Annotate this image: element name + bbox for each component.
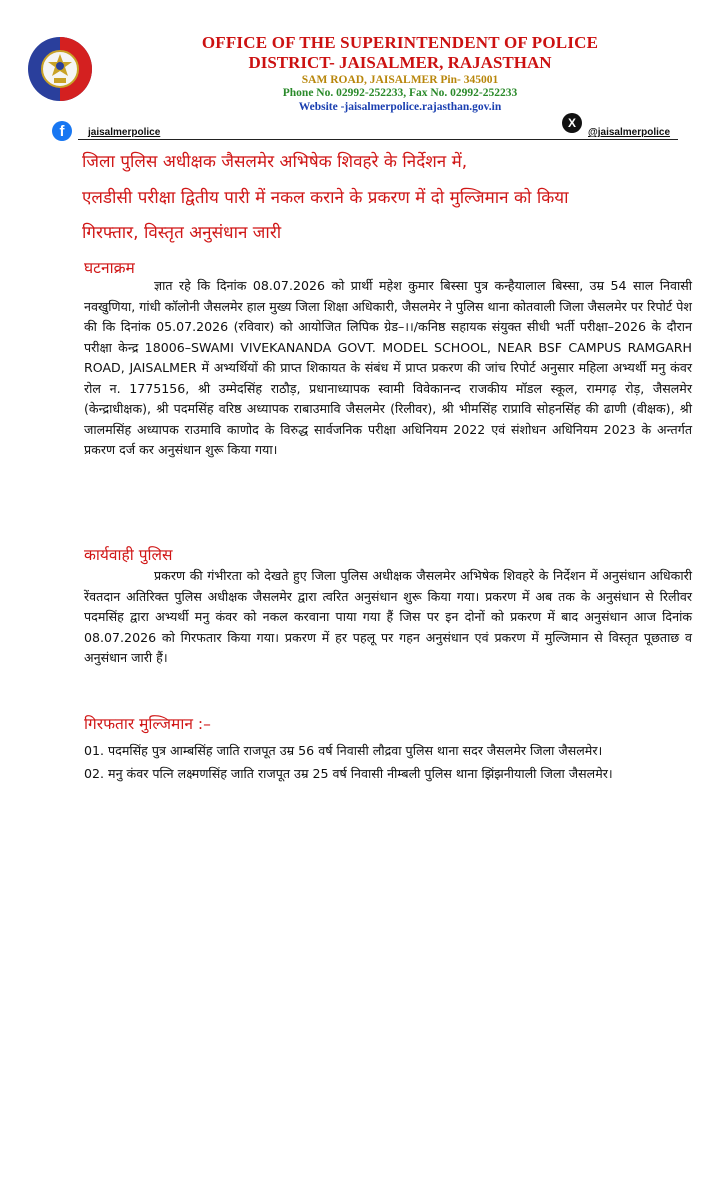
district-title: DISTRICT- JAISALMER, RAJASTHAN	[248, 53, 552, 72]
incident-text: ज्ञात रहे कि दिनांक 08.07.2026 को प्रार्थी महेश कुमार बिस्सा पुत्र कन्हैयालाल बिस्सा, उम्र 54 साल निवासी नवखुणिया, गांधी कॉलोनी जैसलमेर हाल मुख्य जिला शिक्षा अधिकारी, जैसलमेर ने पुलिस थाना कोतवाली जिला जैसलमेर पर रिपोर्ट पेश की कि दिनांक 05.07.2026 (रविवार) को आयोजित लिपिक ग्रेड–।।/कनिष्ठ सहायक संयुक्त सीधी भर्ती परीक्षा–2026 के दौरान परीक्षा केन्द्र 18006–SWAMI VIVEKANANDA GOVT. MODEL SCHOOL, NEAR BSF CAMPUS RAMGARH ROAD, JAISALMER में अभ्यर्थियों की प्राप्त शिकायत के संबंध में प्राप्त प्रकरण की जांच रिपोर्ट अनुसार महिला अभ्यर्थी मनु कंवर रोल न. 1775156, श्री उम्मेदसिंह राठौड़, प्रधानाध्यापक स्वामी विवेकानन्द राजकीय मॉडल स्कूल, रामगढ़ रोड़, जैसलमेर (केन्द्राधीक्षक), श्री पदमसिंह वरिष्ठ अध्यापक राबाउमावि जैसलमेर (रिलीवर), श्री भीमसिंह राप्रावि सोहनसिंह की ढाणी (वीक्षक), श्री जालमसिंह अध्यापक राउमावि काणोद के विरुद्ध सार्वजनिक परीक्षा अधिनियम 2022 एवं संशोधन अधिनियम 2023 के अन्तर्गत प्रकरण दर्ज कर अनुसंधान शुरू किया गया।	[84, 278, 692, 457]
police-action-text: प्रकरण की गंभीरता को देखते हुए जिला पुलिस अधीक्षक जैसलमेर अभिषेक शिवहरे के निर्देशन में अनुसंधान अधिकारी रेंवतदान अतिरिक्त पुलिस अधीक्षक जैसलमेर द्वारा त्वरित अनुसंधान शुरू किया गया। प्रकरण में अब तक के अनुसंधान से रिलीवर पदमसिंह द्वारा अभ्यर्थी मनु कंवर को नकल करवाना पाया गया हैं जिस पर इन दोनों को प्रकरण में बाद अनुसंधान आज दिनांक 08.07.2026 को गिरफतार किया गया। प्रकरण में हर पहलू पर गहन अनुसंधान एवं प्रकरण में मुल्जिमान से विस्तृत पूछताछ व अनुसंधान जारी हैं।	[84, 568, 692, 665]
police-action-paragraph	[84, 566, 692, 669]
headline-line-2: एलडीसी परीक्षा द्वितीय पारी में नकल कराने के प्रकरण में दो मुल्जिमान को किया	[82, 188, 569, 208]
office-address: SAM ROAD, JAISALMER Pin- 345001	[301, 74, 499, 86]
police-emblem-icon	[27, 36, 93, 102]
letterhead	[0, 0, 728, 140]
facebook-icon[interactable]: f	[52, 121, 72, 141]
arrested-list	[84, 741, 692, 786]
phone-fax: Phone No. 02992-252233, Fax No. 02992-252233	[282, 87, 518, 99]
incident-paragraph	[84, 276, 692, 461]
office-title: OFFICE OF THE SUPERINTENDENT OF POLICE	[201, 33, 599, 52]
headline-line-1: जिला पुलिस अधीक्षक जैसलमेर अभिषेक शिवहरे के निर्देशन में,	[82, 152, 468, 172]
header-divider	[78, 139, 678, 140]
x-twitter-icon[interactable]: X	[562, 113, 582, 133]
headline-line-3: गिरफ्तार, विस्तृत अनुसंधान जारी	[82, 223, 282, 243]
list-item: 01. पदमसिंह पुत्र आम्बसिंह जाति राजपूत उम्र 56 वर्ष निवासी लौद्रवा पुलिस थाना सदर जैसलमेर जिला जैसलमेर।	[84, 743, 603, 758]
facebook-handle[interactable]: jaisalmerpolice	[88, 127, 161, 138]
list-item: 02. मनु कंवर पत्नि लक्ष्मणसिंह जाति राजपूत उम्र 25 वर्ष निवासी नीम्बली पुलिस थाना झिंझनीयाली जिला जैसलमेर।	[84, 765, 613, 781]
website[interactable]: Website -jaisalmerpolice.rajasthan.gov.in	[298, 101, 502, 113]
section-title-arrested: गिरफतार मुल्जिमान :–	[84, 715, 211, 733]
section-title-incident: घटनाक्रम	[84, 259, 135, 277]
x-handle[interactable]: @jaisalmerpolice	[588, 127, 671, 138]
section-title-police-action: कार्यवाही पुलिस	[84, 546, 173, 564]
